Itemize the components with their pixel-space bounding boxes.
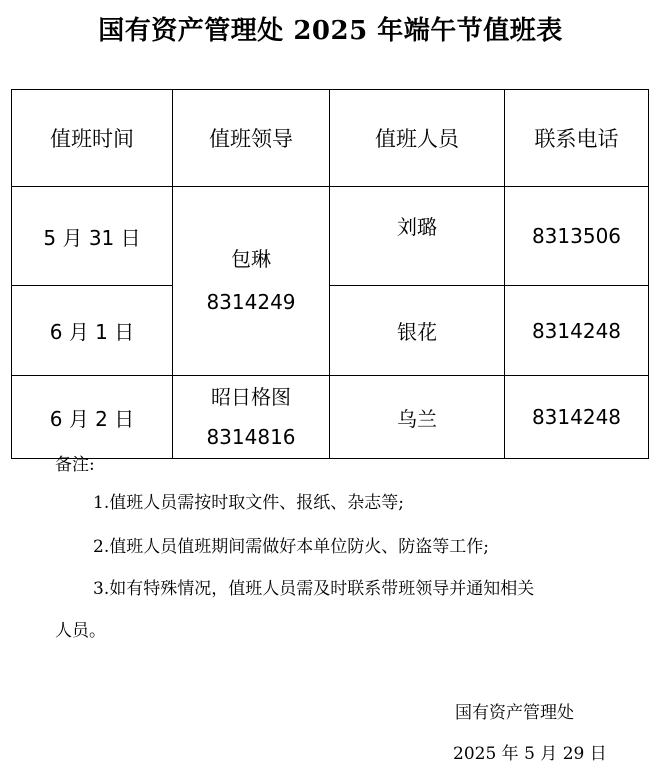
cell-staff: 刘璐 bbox=[330, 187, 505, 286]
table-row bbox=[12, 286, 649, 376]
leader-phone: 8314249 bbox=[206, 290, 296, 314]
header-phone: 联系电话 bbox=[505, 90, 649, 187]
header-duty-time: 值班时间 bbox=[12, 90, 173, 187]
leader-name: 包琳 bbox=[231, 247, 271, 271]
header-duty-leader: 值班领导 bbox=[173, 90, 330, 187]
signature-date: 2025 年 5 月 29 日 bbox=[453, 744, 607, 764]
cell-phone: 8314248 bbox=[505, 286, 649, 376]
cell-phone: 8314248 bbox=[505, 376, 649, 459]
cell-leader-merged bbox=[173, 187, 330, 376]
table-header-row bbox=[12, 90, 649, 187]
leader-phone: 8314816 bbox=[206, 425, 296, 449]
signature-org: 国有资产管理处 bbox=[455, 703, 574, 723]
note-item: 3.如有特殊情况，值班人员需及时联系带班领导并通知相关 bbox=[93, 579, 535, 599]
cell-staff: 银花 bbox=[330, 286, 505, 376]
notes-label: 备注: bbox=[55, 455, 95, 475]
cell-date: 5 月 31 日 bbox=[12, 187, 173, 286]
table-row bbox=[12, 376, 649, 459]
cell-phone: 8313506 bbox=[505, 187, 649, 286]
duty-table bbox=[11, 89, 649, 459]
cell-staff: 乌兰 bbox=[330, 376, 505, 459]
table-row bbox=[12, 187, 649, 286]
leader-name: 昭日格图 bbox=[211, 385, 291, 409]
note-item: 2.值班人员值班期间需做好本单位防火、防盗等工作; bbox=[93, 537, 489, 557]
header-duty-staff: 值班人员 bbox=[330, 90, 505, 187]
note-item-continuation: 人员。 bbox=[55, 621, 106, 641]
cell-date: 6 月 1 日 bbox=[12, 286, 173, 376]
cell-leader bbox=[173, 376, 330, 459]
page-title: 国有资产管理处 2025 年端午节值班表 bbox=[98, 16, 563, 46]
cell-date: 6 月 2 日 bbox=[12, 376, 173, 459]
note-item: 1.值班人员需按时取文件、报纸、杂志等; bbox=[93, 493, 404, 513]
